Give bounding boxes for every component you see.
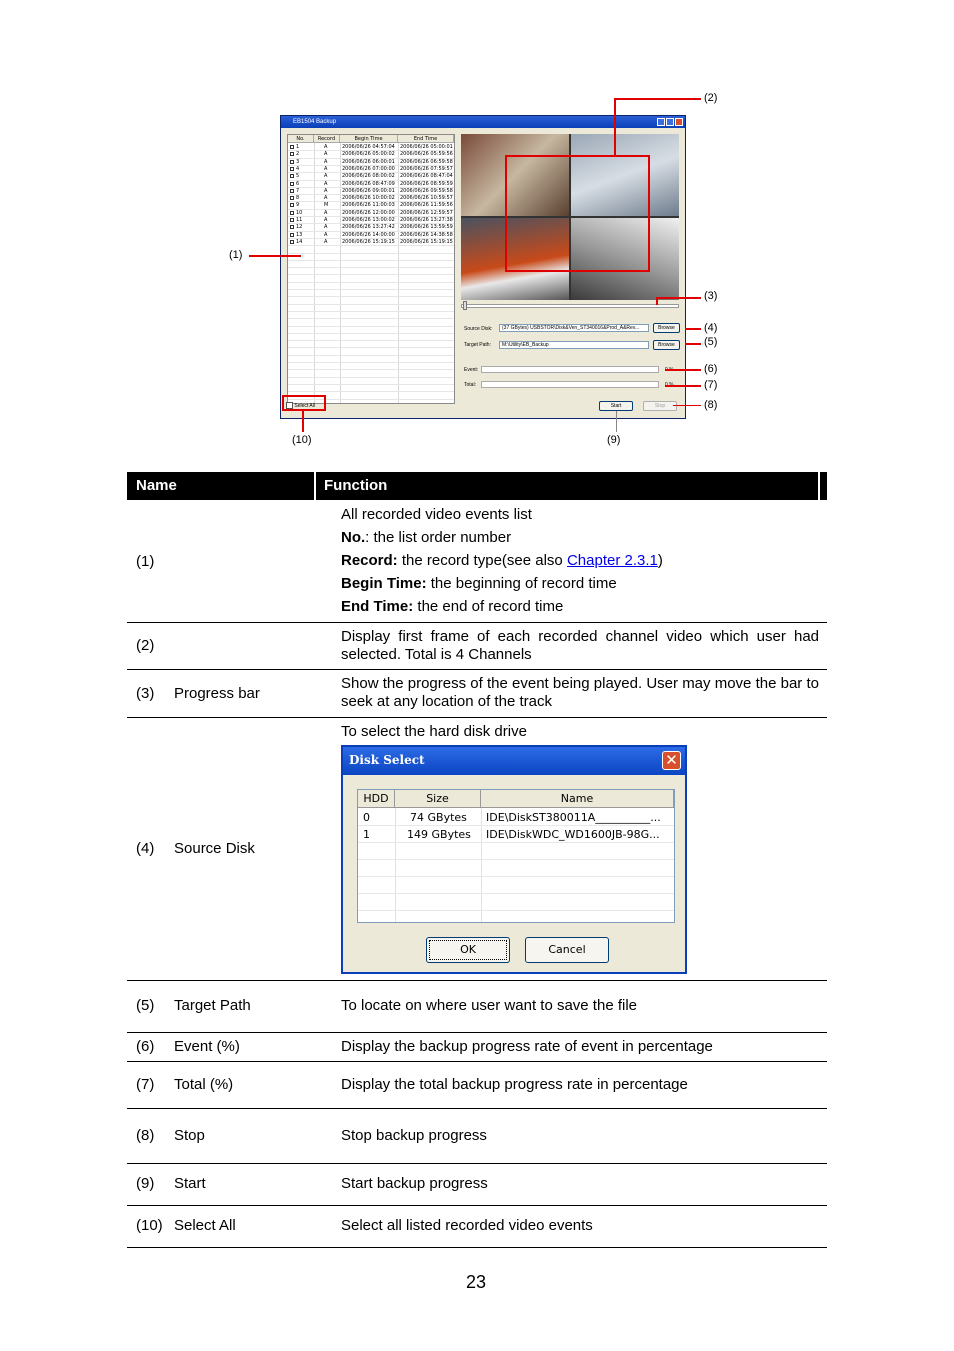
- list-cell-begin: 2006/06/26 12:00:00: [342, 209, 395, 216]
- maximize-icon[interactable]: [666, 118, 674, 126]
- window-titlebar: [281, 116, 685, 128]
- list-cell-end: 2006/06/26 09:59:58: [400, 187, 453, 194]
- row4-number: (4): [136, 840, 155, 857]
- row4-function: To select the hard disk drive: [341, 723, 527, 740]
- list-cell-begin: 2006/06/26 15:19:15: [342, 238, 395, 245]
- callout-6: (6): [704, 363, 718, 375]
- row-divider: [127, 1163, 827, 1164]
- callout-8: (8): [704, 399, 718, 411]
- list-cell-record: A: [324, 158, 328, 165]
- disk-row-hdd[interactable]: 0: [363, 811, 370, 824]
- window-title: EB1504 Backup: [293, 119, 337, 125]
- row-divider: [127, 622, 827, 623]
- target-browse-button[interactable]: Browse: [653, 340, 680, 350]
- list-cell-end: 2006/06/26 10:59:57: [400, 195, 453, 202]
- row1-record: Record: the record type(see also Chapter 2.3.1): [341, 552, 663, 569]
- list-cell-begin: 2006/06/26 11:00:03: [342, 202, 395, 209]
- list-cell-record: A: [324, 217, 328, 223]
- list-cell-no: 14: [296, 238, 303, 245]
- list-cell-record: A: [324, 180, 328, 187]
- callout-line-3b: [656, 297, 658, 305]
- list-cell-end: 2006/06/26 08:47:04: [400, 173, 453, 180]
- list-cell-begin: 2006/06/26 13:00:02: [342, 217, 395, 223]
- row-divider: [127, 980, 827, 981]
- row3-function: Show the progress of the event being played. User may move the bar to seek at any location of the track: [341, 675, 819, 710]
- row7-number: (7): [136, 1076, 155, 1093]
- list-cell-no: 7: [296, 187, 300, 194]
- row-checkbox-icon[interactable]: [290, 174, 294, 178]
- row5-number: (5): [136, 997, 155, 1014]
- disk-row-hdd[interactable]: 1: [363, 828, 370, 841]
- row1-line1: All recorded video events list: [341, 506, 532, 523]
- row6-name: Event (%): [174, 1038, 240, 1055]
- total-label: Total:: [464, 382, 476, 388]
- row7-name: Total (%): [174, 1076, 234, 1093]
- row9-number: (9): [136, 1175, 155, 1192]
- list-cell-begin: 2006/06/26 08:47:09: [342, 180, 395, 187]
- list-cell-end: 2006/06/26 12:59:57: [400, 209, 453, 216]
- row-divider: [127, 1032, 827, 1033]
- progress-slider-thumb[interactable]: [463, 301, 467, 310]
- callout-line-5: [685, 343, 701, 345]
- list-cell-record: A: [324, 187, 328, 194]
- callout-7: (7): [704, 379, 718, 391]
- list-cell-record: M: [324, 202, 329, 209]
- callout-line-2a: [614, 98, 701, 100]
- source-browse-button[interactable]: Browse: [653, 323, 680, 333]
- list-cell-no: 6: [296, 180, 300, 187]
- callout-line-7: [665, 385, 701, 387]
- col-header-end[interactable]: End Time: [398, 135, 454, 143]
- source-disk-label: Source Disk:: [464, 326, 493, 332]
- source-disk-field[interactable]: (37 GBytes) USBSTOR\Disk&Ven_ST340016&Prod_A&Rev...: [499, 324, 649, 332]
- list-cell-begin: 2006/06/26 13:27:42: [342, 224, 395, 231]
- dialog-title: Disk Select: [349, 753, 425, 767]
- callout-line-4: [685, 328, 701, 330]
- dialog-ok-button[interactable]: OK: [426, 937, 510, 963]
- row3-name: Progress bar: [174, 685, 260, 702]
- list-cell-no: 9: [296, 202, 300, 209]
- list-cell-no: 10: [296, 209, 303, 216]
- disk-select-dialog: [341, 745, 687, 974]
- row-checkbox-icon[interactable]: [290, 182, 294, 186]
- list-cell-end: 2006/06/26 13:27:38: [400, 217, 453, 223]
- row1-name: (1): [136, 553, 155, 570]
- callout-2: (2): [704, 92, 718, 104]
- row-divider: [127, 669, 827, 670]
- list-cell-record: A: [324, 238, 328, 245]
- row-checkbox-icon[interactable]: [290, 145, 294, 149]
- disk-table[interactable]: [357, 789, 675, 923]
- disk-row-size[interactable]: 74 GBytes: [410, 811, 467, 824]
- list-cell-end: 2006/06/26 15:19:15: [400, 238, 453, 245]
- row10-number: (10): [136, 1217, 163, 1234]
- chapter-link[interactable]: Chapter 2.3.1: [566, 552, 658, 569]
- row6-number: (6): [136, 1038, 155, 1055]
- col-header-record[interactable]: Record: [314, 135, 340, 143]
- row-checkbox-icon[interactable]: [290, 225, 294, 229]
- list-cell-begin: 2006/06/26 09:00:01: [342, 187, 395, 194]
- list-cell-record: A: [324, 195, 328, 202]
- start-button[interactable]: Start: [599, 401, 633, 411]
- disk-row-name[interactable]: IDE\DiskST380011A__________...: [486, 811, 661, 824]
- row-divider: [127, 1061, 827, 1062]
- list-cell-record: A: [324, 173, 328, 180]
- list-cell-begin: 2006/06/26 10:00:02: [342, 195, 395, 202]
- row2-number: (2): [136, 637, 155, 654]
- total-progress-bar: [481, 381, 659, 388]
- event-list[interactable]: [287, 134, 455, 404]
- row1-end-time: End Time: the end of record time: [341, 598, 564, 615]
- row-divider: [127, 1247, 827, 1248]
- callout-line-2b: [614, 98, 616, 156]
- list-cell-end: 2006/06/26 13:59:59: [400, 224, 453, 231]
- callout-line-1: [249, 255, 301, 257]
- list-cell-begin: 2006/06/26 05:00:02: [342, 151, 395, 158]
- callout-line-3a: [656, 297, 701, 299]
- list-cell-no: 8: [296, 195, 300, 202]
- row-checkbox-icon[interactable]: [290, 211, 294, 215]
- row-divider: [127, 1108, 827, 1109]
- close-icon[interactable]: [675, 118, 683, 126]
- list-cell-no: 2: [296, 151, 300, 158]
- list-cell-end: 2006/06/26 05:00:01: [400, 144, 453, 150]
- row-checkbox-icon[interactable]: [290, 167, 294, 171]
- dialog-cancel-button[interactable]: Cancel: [525, 937, 609, 963]
- header-name: Name: [136, 477, 177, 494]
- row5-function: To locate on where user want to save the file: [341, 997, 638, 1014]
- list-cell-end: 2006/06/26 06:59:58: [400, 158, 453, 165]
- row3-number: (3): [136, 685, 155, 702]
- disk-col-hdd[interactable]: HDD: [358, 790, 395, 808]
- row-checkbox-icon[interactable]: [290, 240, 294, 244]
- row1-no: No.: the list order number: [341, 529, 512, 546]
- event-progress-bar: [481, 366, 659, 373]
- disk-col-name[interactable]: Name: [481, 790, 674, 808]
- list-cell-end: 2006/06/26 08:59:59: [400, 180, 453, 187]
- list-cell-no: 12: [296, 224, 303, 231]
- list-cell-end: 2006/06/26 14:38:58: [400, 231, 453, 238]
- list-cell-record: A: [324, 231, 328, 238]
- callout-4: (4): [704, 322, 718, 334]
- list-cell-record: A: [324, 224, 328, 231]
- callout-line-9: [616, 411, 617, 432]
- target-path-label: Target Path:: [464, 342, 491, 348]
- col-header-no[interactable]: No.: [288, 135, 314, 143]
- callout-line-6: [665, 369, 701, 371]
- minimize-icon[interactable]: [657, 118, 665, 126]
- table-header: [127, 472, 827, 500]
- list-cell-end: 2006/06/26 07:59:57: [400, 165, 453, 172]
- list-cell-begin: 2006/06/26 07:00:00: [342, 165, 395, 172]
- list-cell-record: A: [324, 165, 328, 172]
- target-path-field[interactable]: M:\Utility\EB_Backup: [499, 341, 649, 349]
- dialog-close-icon[interactable]: ✕: [662, 751, 681, 770]
- row-checkbox-icon[interactable]: [290, 160, 294, 164]
- callout-line-8: [673, 405, 701, 406]
- list-cell-no: 13: [296, 231, 303, 238]
- row9-function: Start backup progress: [341, 1175, 488, 1192]
- list-cell-no: 1: [296, 144, 300, 150]
- list-cell-no: 3: [296, 158, 300, 165]
- page-number: 23: [466, 1272, 487, 1292]
- row10-function: Select all listed recorded video events: [341, 1217, 593, 1234]
- row8-number: (8): [136, 1127, 155, 1144]
- row-checkbox-icon[interactable]: [290, 189, 294, 193]
- row4-name: Source Disk: [174, 840, 255, 857]
- row2-function: Display first frame of each recorded channel video which user had selected. Total is 4 Channels: [341, 628, 819, 663]
- list-cell-end: 2006/06/26 05:59:56: [400, 151, 453, 158]
- row10-name: Select All: [174, 1217, 236, 1234]
- disk-row-name[interactable]: IDE\DiskWDC_WD1600JB-98G...: [486, 828, 660, 841]
- progress-slider-track[interactable]: [461, 304, 679, 308]
- stop-button[interactable]: Stop: [643, 401, 677, 411]
- list-cell-begin: 2006/06/26 14:00:00: [342, 231, 395, 238]
- row-checkbox-icon[interactable]: [290, 233, 294, 237]
- highlight-select-all-box: [282, 395, 326, 411]
- col-header-begin[interactable]: Begin Time: [340, 135, 398, 143]
- row-checkbox-icon[interactable]: [290, 218, 294, 222]
- row-checkbox-icon[interactable]: [290, 203, 294, 207]
- row6-function: Display the backup progress rate of event in percentage: [341, 1038, 713, 1055]
- select-all-label: Select All: [294, 402, 315, 409]
- list-cell-record: A: [324, 144, 328, 150]
- callout-1: (1): [229, 249, 243, 261]
- header-function: Function: [324, 477, 388, 494]
- row7-function: Display the total backup progress rate in percentage: [341, 1076, 688, 1093]
- list-cell-record: A: [324, 151, 328, 158]
- row9-name: Start: [174, 1175, 206, 1192]
- row5-name: Target Path: [174, 997, 251, 1014]
- disk-row-size[interactable]: 149 GBytes: [407, 828, 471, 841]
- disk-col-size[interactable]: Size: [395, 790, 481, 808]
- row-checkbox-icon[interactable]: [290, 196, 294, 200]
- row8-function: Stop backup progress: [341, 1127, 487, 1144]
- callout-9: (9): [607, 434, 621, 446]
- highlight-video-box: [505, 155, 650, 272]
- list-cell-end: 2006/06/26 11:59:56: [400, 202, 453, 209]
- list-cell-begin: 2006/06/26 06:00:01: [342, 158, 395, 165]
- callout-line-10: [302, 411, 304, 432]
- row-checkbox-icon[interactable]: [290, 152, 294, 156]
- row-divider: [127, 717, 827, 718]
- event-label: Event:: [464, 367, 479, 373]
- list-cell-no: 11: [296, 217, 303, 223]
- list-cell-record: A: [324, 209, 328, 216]
- row1-begin-time: Begin Time: the beginning of record time: [341, 575, 617, 592]
- list-cell-begin: 2006/06/26 04:57:04: [342, 144, 395, 150]
- list-cell-no: 4: [296, 165, 300, 172]
- list-cell-begin: 2006/06/26 08:00:02: [342, 173, 395, 180]
- row-divider: [127, 1205, 827, 1206]
- list-cell-no: 5: [296, 173, 300, 180]
- dialog-titlebar: [343, 747, 685, 775]
- callout-3: (3): [704, 290, 718, 302]
- row8-name: Stop: [174, 1127, 205, 1144]
- callout-10: (10): [292, 434, 312, 446]
- callout-5: (5): [704, 336, 718, 348]
